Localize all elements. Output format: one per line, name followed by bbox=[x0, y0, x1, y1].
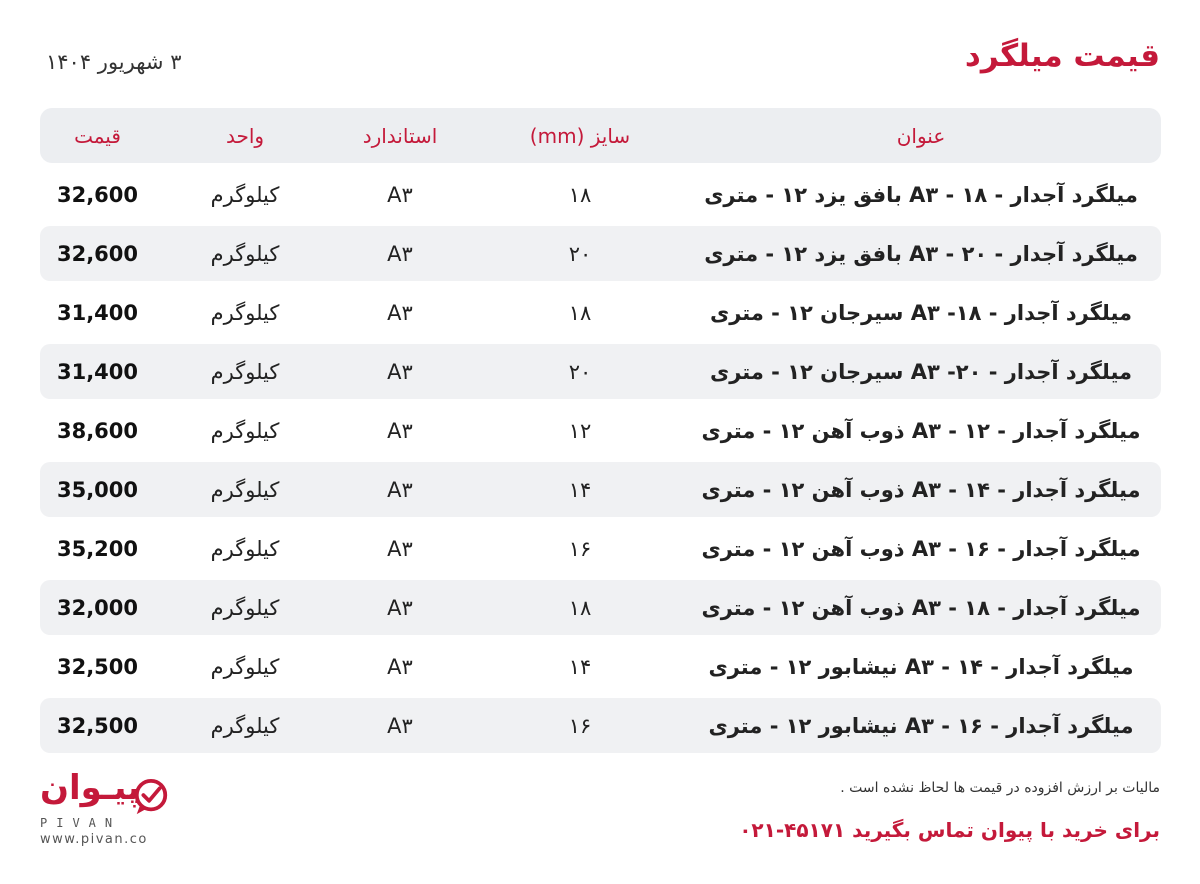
table-row bbox=[40, 344, 1161, 399]
table-row bbox=[40, 580, 1161, 635]
row-title: میلگرد آجدار - A۳ -۱۸ سیرجان ۱۲ - متری bbox=[709, 300, 1133, 325]
row-price: 32,600 bbox=[56, 241, 139, 266]
row-price: 32,500 bbox=[56, 654, 139, 679]
table-row bbox=[40, 403, 1161, 458]
row-size: ۱۴ bbox=[568, 477, 592, 502]
column-header-size: سایز (mm) bbox=[529, 123, 631, 148]
price-table bbox=[40, 108, 1161, 753]
row-size: ۱۸ bbox=[568, 300, 592, 325]
row-standard: A۳ bbox=[387, 654, 413, 679]
row-standard: A۳ bbox=[387, 418, 413, 443]
tax-note: مالیات بر ارزش افزوده در قیمت ها لحاظ نشده است . bbox=[840, 780, 1160, 796]
row-unit: کیلوگرم bbox=[210, 359, 280, 384]
brand-logo[interactable] bbox=[40, 768, 180, 847]
row-price: 32,500 bbox=[56, 713, 139, 738]
contact-cta: برای خرید با پیوان تماس بگیرید ۴۵۱۷۱-۰۲۱ bbox=[739, 818, 1160, 842]
table-row bbox=[40, 226, 1161, 281]
table-row bbox=[40, 167, 1161, 222]
table-row bbox=[40, 462, 1161, 517]
row-unit: کیلوگرم bbox=[210, 595, 280, 620]
row-standard: A۳ bbox=[387, 536, 413, 561]
row-title: میلگرد آجدار - A۳ - ۱۴ نیشابور ۱۲ - متری bbox=[708, 654, 1134, 679]
column-header-unit: واحد bbox=[225, 123, 265, 148]
row-price: 32,000 bbox=[56, 595, 139, 620]
logo-name-fa: پیـوان bbox=[40, 768, 141, 808]
table-row bbox=[40, 639, 1161, 694]
column-header-title: عنوان bbox=[896, 123, 946, 148]
row-standard: A۳ bbox=[387, 595, 413, 620]
row-title: میلگرد آجدار - A۳ - ۲۰ بافق یزد ۱۲ - متری bbox=[704, 241, 1138, 266]
row-title: میلگرد آجدار - A۳ -۲۰ سیرجان ۱۲ - متری bbox=[709, 359, 1133, 384]
row-size: ۲۰ bbox=[568, 359, 592, 384]
date-label: ۳ شهریور ۱۴۰۴ bbox=[46, 50, 182, 74]
row-title: میلگرد آجدار - A۳ - ۱۸ ذوب آهن ۱۲ - متری bbox=[701, 595, 1141, 620]
row-standard: A۳ bbox=[387, 241, 413, 266]
row-size: ۱۸ bbox=[568, 182, 592, 207]
row-unit: کیلوگرم bbox=[210, 477, 280, 502]
logo-url: www.pivan.co bbox=[40, 832, 148, 847]
row-standard: A۳ bbox=[387, 359, 413, 384]
logo-name-en: PIVAN bbox=[40, 816, 122, 830]
row-price: 31,400 bbox=[56, 300, 139, 325]
row-standard: A۳ bbox=[387, 477, 413, 502]
row-title: میلگرد آجدار - A۳ - ۱۶ ذوب آهن ۱۲ - متری bbox=[701, 536, 1141, 561]
page-title: قیمت میلگرد bbox=[964, 38, 1160, 74]
row-title: میلگرد آجدار - A۳ - ۱۲ ذوب آهن ۱۲ - متری bbox=[701, 418, 1141, 443]
column-header-price: قیمت bbox=[74, 123, 121, 148]
check-pin-icon bbox=[132, 778, 170, 816]
row-unit: کیلوگرم bbox=[210, 713, 280, 738]
row-price: 38,600 bbox=[56, 418, 139, 443]
row-size: ۲۰ bbox=[568, 241, 592, 266]
row-standard: A۳ bbox=[387, 300, 413, 325]
table-header bbox=[40, 108, 1161, 163]
row-size: ۱۴ bbox=[568, 654, 592, 679]
column-header-standard: استاندارد bbox=[362, 123, 438, 148]
row-unit: کیلوگرم bbox=[210, 241, 280, 266]
row-price: 35,000 bbox=[56, 477, 139, 502]
table-row bbox=[40, 521, 1161, 576]
row-title: میلگرد آجدار - A۳ - ۱۴ ذوب آهن ۱۲ - متری bbox=[701, 477, 1141, 502]
table-row bbox=[40, 698, 1161, 753]
row-unit: کیلوگرم bbox=[210, 300, 280, 325]
row-price: 31,400 bbox=[56, 359, 139, 384]
row-title: میلگرد آجدار - A۳ - ۱۶ نیشابور ۱۲ - متری bbox=[708, 713, 1134, 738]
row-size: ۱۲ bbox=[568, 418, 592, 443]
row-size: ۱۶ bbox=[568, 536, 592, 561]
row-size: ۱۸ bbox=[568, 595, 592, 620]
row-price: 32,600 bbox=[56, 182, 139, 207]
row-unit: کیلوگرم bbox=[210, 536, 280, 561]
row-standard: A۳ bbox=[387, 713, 413, 738]
row-unit: کیلوگرم bbox=[210, 182, 280, 207]
row-size: ۱۶ bbox=[568, 713, 592, 738]
row-unit: کیلوگرم bbox=[210, 654, 280, 679]
table-row bbox=[40, 285, 1161, 340]
row-title: میلگرد آجدار - A۳ - ۱۸ بافق یزد ۱۲ - متری bbox=[704, 182, 1138, 207]
row-standard: A۳ bbox=[387, 182, 413, 207]
row-price: 35,200 bbox=[56, 536, 139, 561]
row-unit: کیلوگرم bbox=[210, 418, 280, 443]
